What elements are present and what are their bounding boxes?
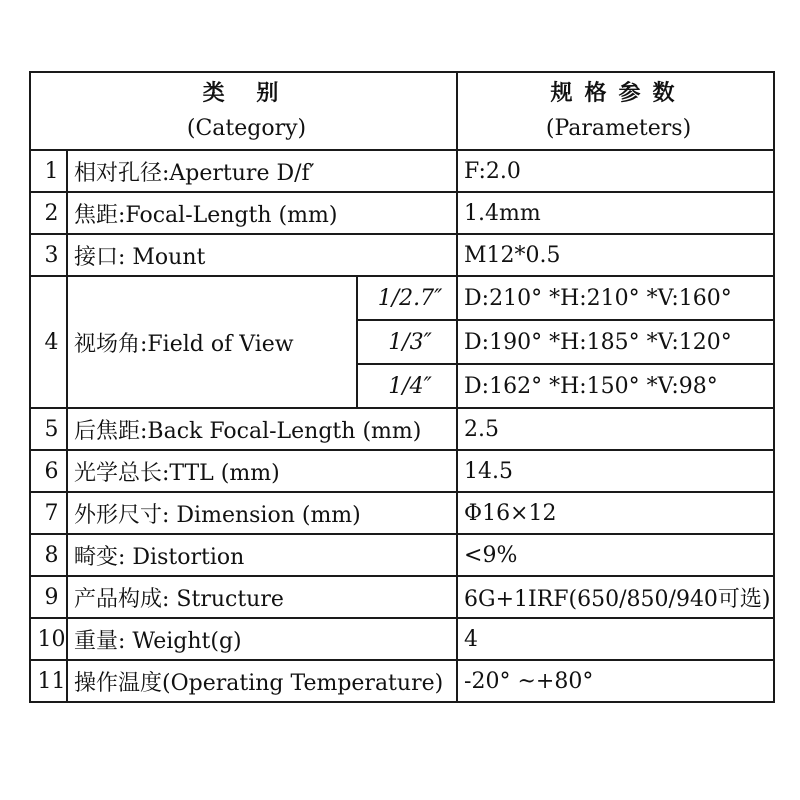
fov-row xyxy=(30,276,774,320)
parameters-header-zh: 规格参数 xyxy=(550,80,687,106)
header-row xyxy=(30,72,774,150)
row-number: 5 xyxy=(30,408,67,450)
parameters-header xyxy=(457,72,774,150)
fov-label: 视场角:Field of View xyxy=(67,276,357,408)
table-row xyxy=(30,450,774,492)
table-row xyxy=(30,660,774,702)
table-row xyxy=(30,234,774,276)
row-category: 光学总长:TTL (mm) xyxy=(67,450,457,492)
row-category: 相对孔径:Aperture D/f′ xyxy=(67,150,457,192)
row-value: M12*0.5 xyxy=(457,234,774,276)
row-value: 14.5 xyxy=(457,450,774,492)
category-header xyxy=(30,72,457,150)
row-number: 8 xyxy=(30,534,67,576)
row-category: 操作温度(Operating Temperature) xyxy=(67,660,457,702)
table-row xyxy=(30,150,774,192)
row-number: 1 xyxy=(30,150,67,192)
row-value: 2.5 xyxy=(457,408,774,450)
table-row xyxy=(30,618,774,660)
row-value: -20° ~+80° xyxy=(457,660,774,702)
sensor-format: 1/2.7″ xyxy=(357,276,457,320)
row-category: 焦距:Focal-Length (mm) xyxy=(67,192,457,234)
row-category: 重量: Weight(g) xyxy=(67,618,457,660)
spec-table xyxy=(29,71,775,703)
row-number: 6 xyxy=(30,450,67,492)
sensor-format: 1/4″ xyxy=(357,364,457,408)
sensor-format: 1/3″ xyxy=(357,320,457,364)
row-value: F:2.0 xyxy=(457,150,774,192)
row-value: Φ16×12 xyxy=(457,492,774,534)
row-category: 后焦距:Back Focal-Length (mm) xyxy=(67,408,457,450)
row-number: 7 xyxy=(30,492,67,534)
table-row xyxy=(30,492,774,534)
row-value: 4 xyxy=(457,618,774,660)
row-value: 1.4mm xyxy=(457,192,774,234)
table-row xyxy=(30,408,774,450)
row-category: 畸变: Distortion xyxy=(67,534,457,576)
row-number: 3 xyxy=(30,234,67,276)
fov-value: D:210° *H:210° *V:160° xyxy=(457,276,774,320)
row-number: 11 xyxy=(30,660,67,702)
table-row xyxy=(30,192,774,234)
table-row xyxy=(30,534,774,576)
parameters-header-en: (Parameters) xyxy=(545,116,692,141)
row-value: <9% xyxy=(457,534,774,576)
row-number: 4 xyxy=(30,276,67,408)
fov-value: D:190° *H:185° *V:120° xyxy=(457,320,774,364)
row-number: 9 xyxy=(30,576,67,618)
row-number: 2 xyxy=(30,192,67,234)
category-header-zh: 类 别 xyxy=(202,80,291,106)
category-header-en: (Category) xyxy=(186,116,307,141)
row-number: 10 xyxy=(30,618,67,660)
table-row xyxy=(30,576,774,618)
row-value: 6G+1IRF(650/850/940可选) xyxy=(457,576,774,618)
row-category: 接口: Mount xyxy=(67,234,457,276)
fov-value: D:162° *H:150° *V:98° xyxy=(457,364,774,408)
row-category: 外形尺寸: Dimension (mm) xyxy=(67,492,457,534)
row-category: 产品构成: Structure xyxy=(67,576,457,618)
